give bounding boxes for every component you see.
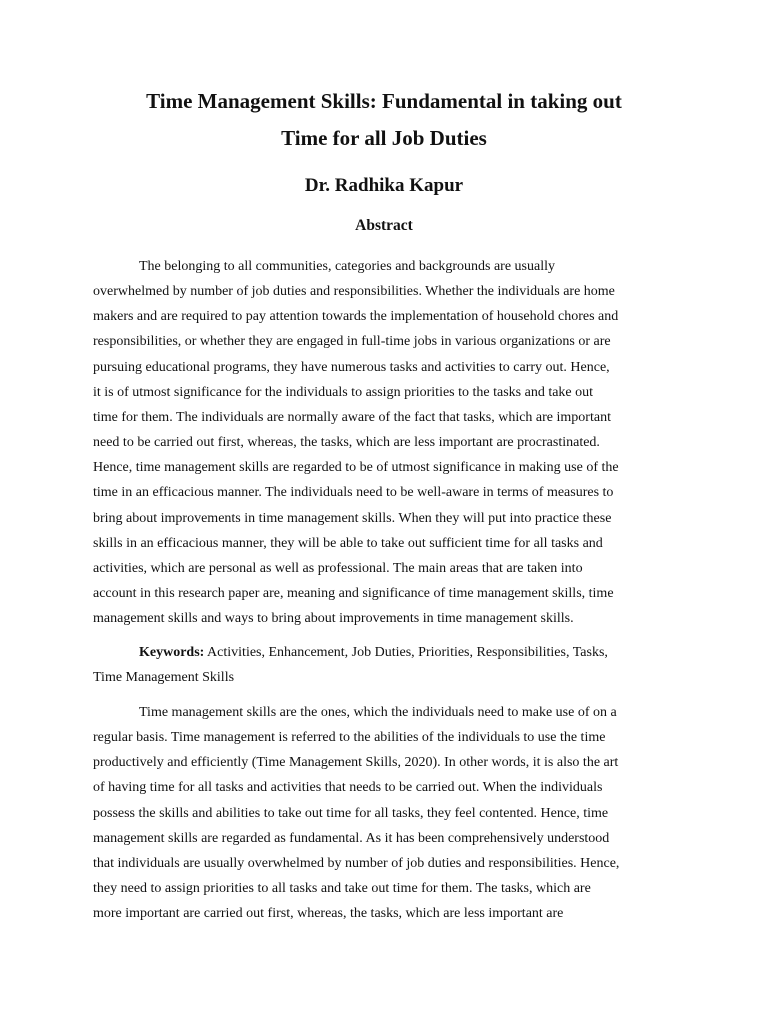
author-name: Dr. Radhika Kapur	[304, 175, 464, 196]
keywords-list-part-1: Activities, Enhancement, Job Duties, Priorities, Responsibilities, Tasks,	[204, 645, 608, 660]
abstract-line: bring about improvements in time management skills. When they will put into practice these	[93, 510, 612, 526]
abstract-line: need to be carried out first, whereas, the tasks, which are less important are procrastinated.	[93, 435, 600, 451]
abstract-line: activities, which are personal as well as professional. The main areas that are taken into	[93, 560, 583, 576]
intro-line: productively and efficiently (Time Management Skills, 2020). In other words, it is also the art	[93, 755, 619, 771]
intro-line: management skills are regarded as fundamental. As it has been comprehensively understood	[93, 830, 610, 846]
intro-line: possess the skills and abilities to take out time for all tasks, they feel contented. Hence, time	[93, 805, 609, 821]
abstract-heading: Abstract	[355, 217, 413, 234]
intro-line: more important are carried out first, whereas, the tasks, which are less important are	[93, 906, 564, 922]
intro-line: that individuals are usually overwhelmed by number of job duties and responsibilities. Hence,	[93, 855, 620, 871]
intro-line: Time management skills are the ones, which the individuals need to make use of on a	[139, 705, 617, 720]
keywords-list-part-2: Time Management Skills	[93, 670, 235, 686]
abstract-line: makers and are required to pay attention towards the implementation of household chores and	[93, 309, 619, 325]
abstract-line: responsibilities, or whether they are engaged in full-time jobs in various organizations or are	[93, 334, 611, 350]
abstract-line: management skills and ways to bring about improvements in time management skills.	[93, 611, 574, 627]
intro-line: of having time for all tasks and activities that needs to be carried out. When the individuals	[93, 780, 603, 796]
keywords-label: Keywords:	[139, 645, 205, 660]
abstract-line: pursuing educational programs, they have numerous tasks and activities to carry out. Hence,	[93, 359, 610, 375]
abstract-line: time for them. The individuals are normally aware of the fact that tasks, which are important	[93, 409, 611, 425]
abstract-line: it is of utmost significance for the individuals to assign priorities to the tasks and take out	[93, 384, 594, 400]
keywords-line-1	[93, 640, 693, 665]
paper-title-line-2: Time for all Job Duties	[281, 126, 487, 150]
abstract-line: overwhelmed by number of job duties and responsibilities. Whether the individuals are home	[93, 284, 615, 300]
abstract-line: account in this research paper are, meaning and significance of time management skills, time	[93, 586, 614, 602]
keywords-section	[93, 640, 693, 690]
abstract-line: Hence, time management skills are regarded to be of utmost significance in making use of the	[93, 460, 619, 476]
introduction-paragraph	[93, 700, 693, 926]
abstract-paragraph	[93, 254, 693, 631]
abstract-line: The belonging to all communities, categories and backgrounds are usually	[139, 259, 555, 274]
paper-title-line-1: Time Management Skills: Fundamental in taking out	[146, 89, 622, 113]
abstract-line: skills in an efficacious manner, they will be able to take out sufficient time for all tasks and	[93, 535, 603, 551]
abstract-line: time in an efficacious manner. The individuals need to be well-aware in terms of measures to	[93, 485, 614, 501]
intro-line: they need to assign priorities to all tasks and take out time for them. The tasks, which are	[93, 881, 591, 897]
intro-line: regular basis. Time management is referred to the abilities of the individuals to use the time	[93, 730, 606, 746]
